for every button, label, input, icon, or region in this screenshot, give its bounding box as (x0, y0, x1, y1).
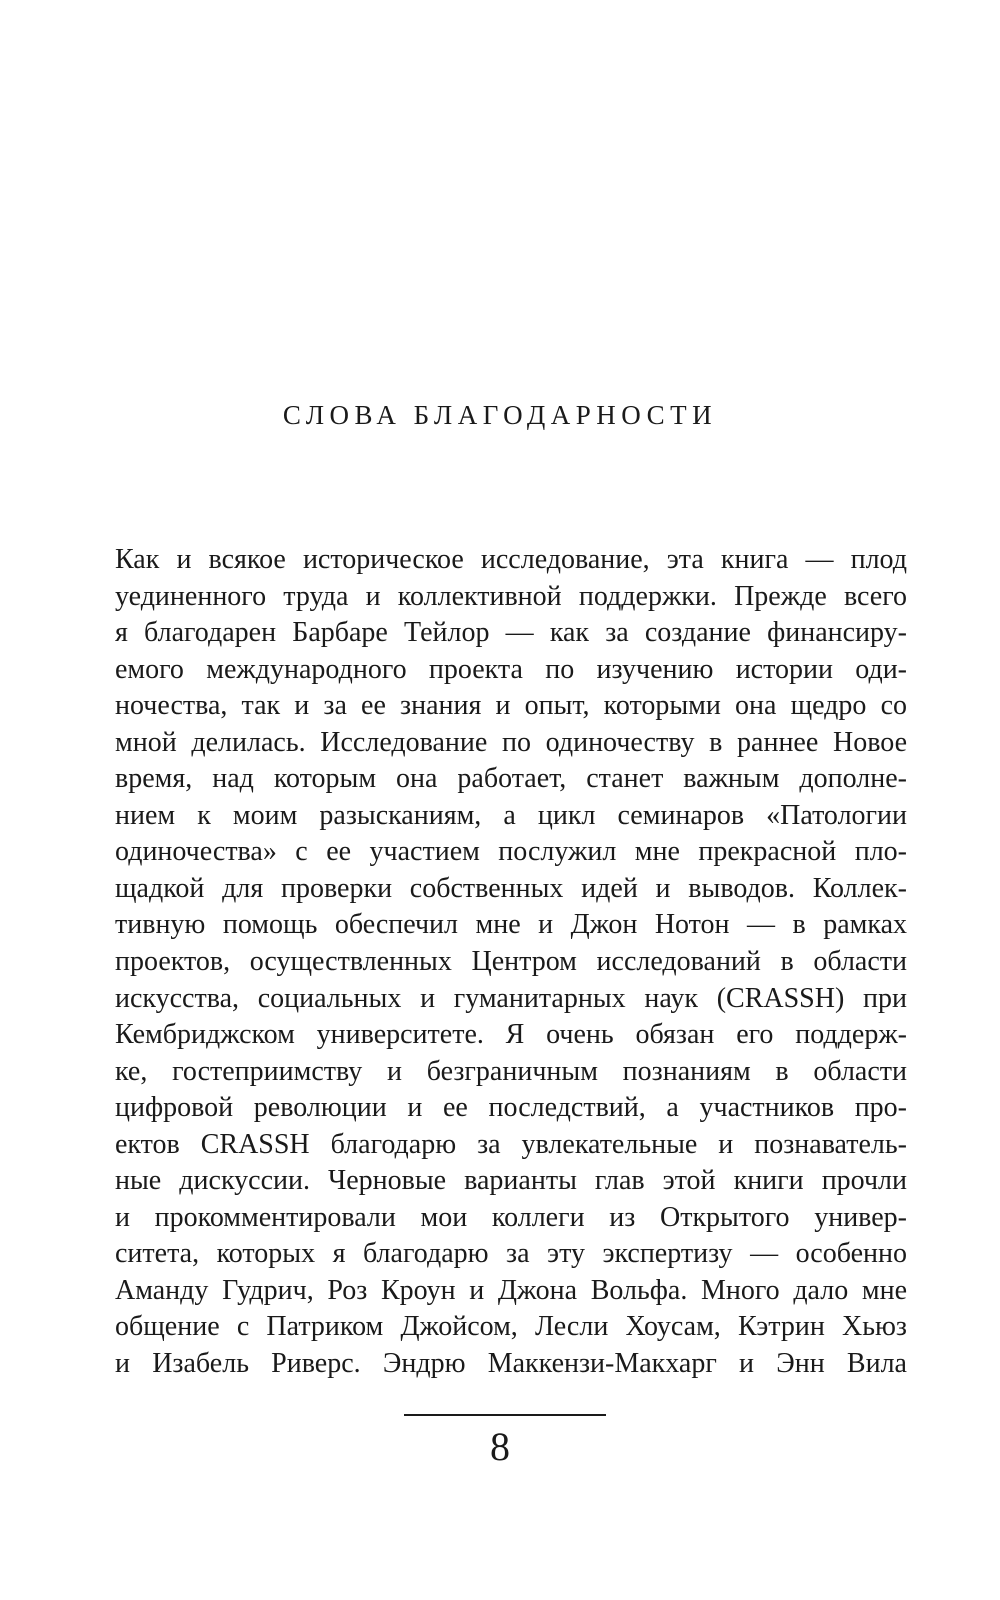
text-line: цифровой революции и ее последствий, а участников про- (115, 1092, 907, 1124)
text-line: уединенного труда и коллективной поддержки. Прежде всего (115, 580, 907, 612)
text-line: время, над которым она работает, станет важным дополне- (115, 763, 907, 795)
text-line: проектов, осуществленных Центром исследований в области (115, 946, 907, 978)
text-line: ночества, так и за ее знания и опыт, которыми она щедро со (115, 690, 907, 722)
text-line: общение с Патриком Джойсом, Лесли Хоусам, Кэтрин Хьюз (115, 1311, 907, 1343)
text-line: искусства, социальных и гуманитарных наук (CRASSH) при (115, 982, 907, 1014)
text-line: и Изабель Риверс. Эндрю Маккензи-Макхарг и Энн Вила (115, 1348, 907, 1380)
text-line: ные дискуссии. Черновые варианты глав этой книги прочли (115, 1165, 907, 1197)
text-line: ке, гостеприимству и безграничным познаниям в области (115, 1055, 907, 1087)
text-line: ситета, которых я благодарю за эту экспертизу — особенно (115, 1238, 907, 1270)
text-line: Аманду Гудрич, Роз Кроун и Джона Вольфа. Много дало мне (115, 1274, 907, 1306)
text-line: я благодарен Барбаре Тейлор — как за создание финансиру- (115, 617, 907, 649)
text-line: тивную помощь обеспечил мне и Джон Нотон — в рамках (115, 909, 907, 941)
text-line: щадкой для проверки собственных идей и выводов. Коллек- (115, 872, 907, 904)
page-number: 8 (490, 1424, 510, 1469)
body-paragraph (115, 542, 907, 1383)
text-line: ектов CRASSH благодарю за увлекательные и познаватель- (115, 1128, 907, 1160)
text-line: одиночества» с ее участием послужил мне прекрасной пло- (115, 836, 907, 868)
text-line: мной делилась. Исследование по одиночеству в раннее Новое (115, 726, 907, 758)
text-line: и прокомментировали мои коллеги из Открытого универ- (115, 1201, 907, 1233)
text-line: емого международного проекта по изучению истории оди- (115, 653, 907, 685)
footer-rule (404, 1414, 606, 1416)
text-line: Кембриджском университете. Я очень обязан его поддерж- (115, 1019, 907, 1051)
chapter-heading: СЛОВА БЛАГОДАРНОСТИ (282, 400, 718, 430)
text-line: Как и всякое историческое исследование, эта книга — плод (115, 544, 907, 575)
text-line: нием к моим разысканиям, а цикл семинаров «Патологии (115, 799, 907, 831)
